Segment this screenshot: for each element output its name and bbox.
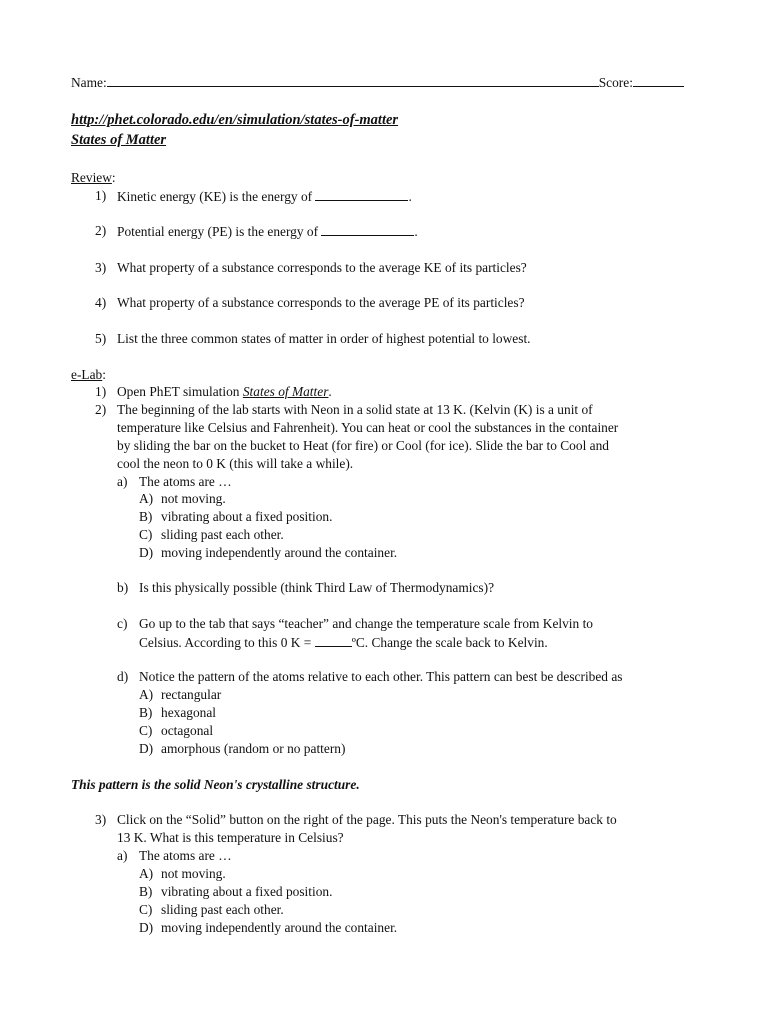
step-line: temperature like Celsius and Fahrenheit). You can heat or cool the substances in the container [117,420,619,435]
option-letter: A) [139,687,154,702]
elab-colon: : [102,367,106,382]
sub-letter: d) [117,669,129,684]
answer-blank[interactable] [315,187,408,201]
crystalline-note: This pattern is the solid Neon's crystalline structure. [71,777,360,792]
option-text: hexagonal [161,705,217,720]
step-line: cool the neon to 0 K (this will take a while). [117,456,354,471]
option-text: rectangular [161,687,222,702]
step-number: 1) [95,384,107,399]
option-text: vibrating about a fixed position. [161,884,333,899]
url-title: http://phet.colorado.edu/en/simulation/states-of-matter [71,112,399,128]
item-text [117,222,418,241]
sub-text: Is this physically possible (think Third Law of Thermodynamics)? [139,580,495,595]
item-number: 4) [95,295,107,310]
option-letter: C) [139,902,153,917]
item-number: 2) [95,223,107,238]
score-blank[interactable] [633,73,684,87]
step-line: Click on the “Solid” button on the right of the page. This puts the Neon's temperature back to [117,812,617,827]
option-letter: B) [139,884,153,899]
sub-text-line2 [139,633,548,652]
step-line: by sliding the bar on the bucket to Heat (for fire) or Cool (for ice). Slide the bar to Cool and [117,438,609,453]
review-colon: : [111,170,116,185]
sub-text: Go up to the tab that says “teacher” and change the temperature scale from Kelvin to [139,616,593,631]
sub-text: The atoms are … [139,474,232,489]
sub-letter: a) [117,474,128,489]
option-text: sliding past each other. [161,902,284,917]
name-label: Name: [71,75,107,90]
option-letter: D) [139,920,154,935]
option-letter: A) [139,491,154,506]
option-letter: C) [139,527,153,542]
page-title: States of Matter [71,132,167,148]
sub-text: The atoms are … [139,848,232,863]
item-number: 5) [95,331,107,346]
step-line: 13 K. What is this temperature in Celsius? [117,830,344,845]
item-text [117,187,412,206]
sub-letter: b) [117,580,129,595]
item-text: List the three common states of matter in order of highest potential to lowest. [117,331,531,346]
sub-letter: c) [117,616,128,631]
step-number: 3) [95,812,107,827]
option-text: not moving. [161,866,226,881]
step-text-after: . [328,384,332,399]
option-letter: D) [139,741,154,756]
sub-text-before: Celsius. According to this 0 K = [139,635,312,650]
item-number: 1) [95,188,107,203]
item-text-after: . [414,224,418,239]
name-blank[interactable] [107,73,599,87]
elab-label: e-Lab [71,367,103,382]
option-text: not moving. [161,491,226,506]
header-line [71,73,684,92]
option-text: moving independently around the container. [161,920,398,935]
item-text: What property of a substance corresponds to the average PE of its particles? [117,295,525,310]
item-text: What property of a substance corresponds to the average KE of its particles? [117,260,527,275]
review-label: Review [71,170,112,185]
item-text-before: Kinetic energy (KE) is the energy of [117,189,313,204]
item-text-before: Potential energy (PE) is the energy of [117,224,319,239]
celsius-blank[interactable] [315,633,352,647]
option-letter: D) [139,545,154,560]
score-label: Score: [598,75,633,90]
answer-blank[interactable] [321,222,414,236]
option-letter: B) [139,705,153,720]
item-number: 3) [95,260,107,275]
step-text-before: Open PhET simulation [117,384,240,399]
option-letter: A) [139,866,154,881]
elab-heading [71,366,106,384]
item-text-after: . [408,189,412,204]
option-text: moving independently around the container. [161,545,398,560]
sub-text-after: ºC. Change the scale back to Kelvin. [351,635,548,650]
option-letter: C) [139,723,153,738]
option-text: vibrating about a fixed position. [161,509,333,524]
simulation-link[interactable]: States of Matter [242,384,329,399]
sub-letter: a) [117,848,128,863]
step-text [117,383,332,401]
option-text: octagonal [161,723,214,738]
review-heading [71,169,116,187]
step-number: 2) [95,402,107,417]
step-line: The beginning of the lab starts with Neon in a solid state at 13 K. (Kelvin (K) is a unit of [117,402,593,417]
sub-text: Notice the pattern of the atoms relative to each other. This pattern can best be described as [139,669,623,684]
option-text: amorphous (random or no pattern) [161,741,346,756]
option-text: sliding past each other. [161,527,284,542]
option-letter: B) [139,509,153,524]
